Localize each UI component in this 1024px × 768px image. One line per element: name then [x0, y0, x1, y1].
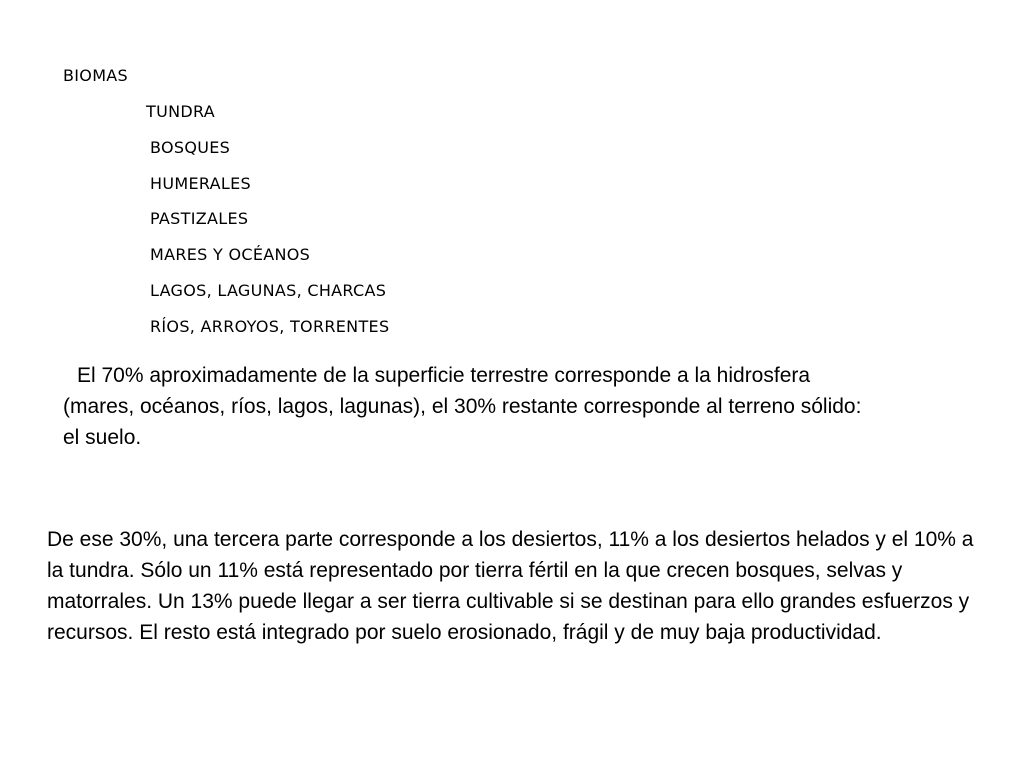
biome-item-bosques: BOSQUES: [150, 138, 231, 157]
hydrosphere-paragraph: El 70% aproximadamente de la superficie terrestre corresponde a la hidrosfera (mares, océanos, ríos, lagos, lagunas), el 30% restante corresponde al terreno sólido: el suelo.: [63, 364, 862, 449]
biome-item-tundra: TUNDRA: [146, 102, 215, 121]
biome-item-humerales: HUMERALES: [150, 174, 251, 193]
slide-heading: BIOMAS: [63, 66, 128, 85]
biome-item-lagos: LAGOS, LAGUNAS, CHARCAS: [150, 281, 387, 300]
biome-item-mares-oceanos: MARES Y OCÉANOS: [150, 245, 311, 264]
biome-item-pastizales: PASTIZALES: [150, 209, 249, 228]
biome-item-rios: RÍOS, ARROYOS, TORRENTES: [150, 317, 390, 336]
soil-distribution-paragraph: De ese 30%, una tercera parte corresponde a los desiertos, 11% a los desiertos helados y el 10% a la tundra. Sólo un 11% está representado por tierra fértil en la que crecen bosques, selvas y matorrales. Un 13% puede llegar a ser tierra cultivable si se destinan para ello grandes esfuerzos y recursos. El resto está integrado por suelo erosionado, frágil y de muy baja productividad.: [47, 528, 974, 644]
